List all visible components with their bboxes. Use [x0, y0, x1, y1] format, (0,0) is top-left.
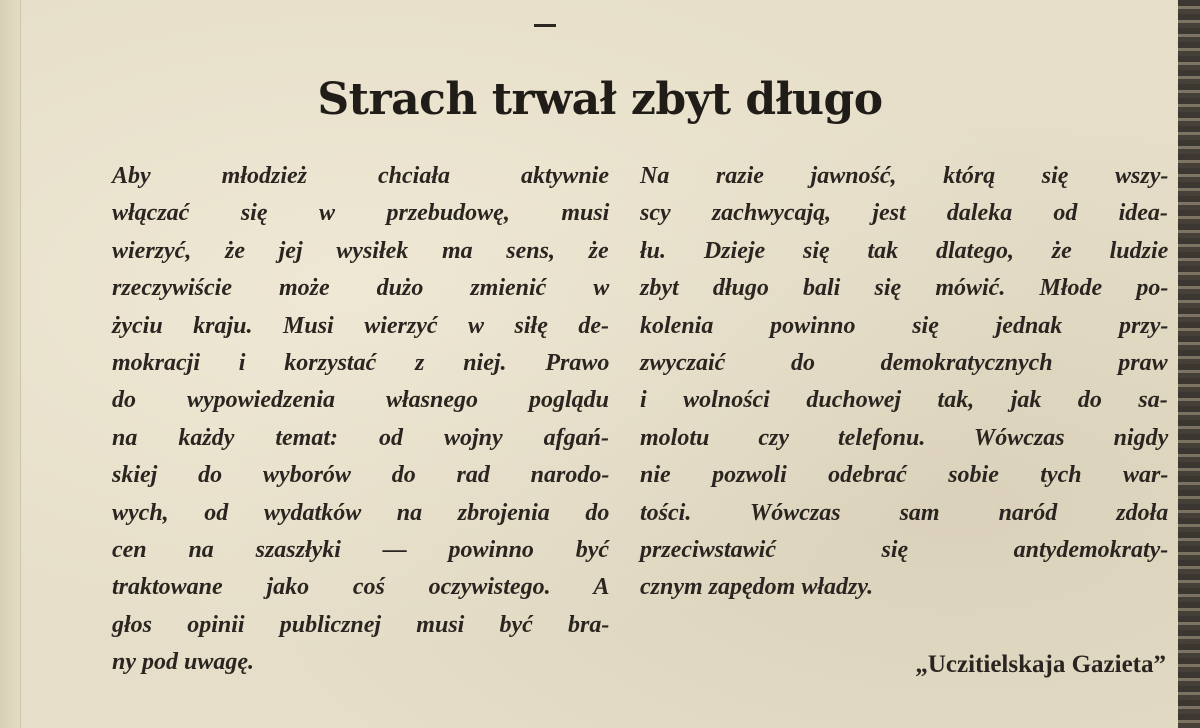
top-dash-mark: [534, 24, 556, 27]
text-line: głos opinii publicznej musi być bra-: [112, 611, 610, 638]
text-line: molotu czy telefonu. Wówczas nigdy: [640, 424, 1169, 451]
text-line: wych, od wydatków na zbrojenia do: [112, 499, 610, 526]
text-line: traktowane jako coś oczywistego. A: [112, 574, 610, 601]
text-line: cen na szaszłyki — powinno być: [112, 536, 610, 563]
text-line: przeciwstawić się antydemokraty-: [640, 536, 1169, 563]
text-line: rzeczywiście może dużo zmienić w: [112, 275, 610, 302]
article-right-column: [640, 158, 1168, 607]
text-line: i wolności duchowej tak, jak do sa-: [640, 387, 1168, 414]
text-line: do wypowiedzenia własnego poglądu: [112, 387, 610, 414]
text-line: Aby młodzież chciała aktywnie: [112, 163, 609, 189]
text-line: skiej do wyborów do rad narodo-: [112, 462, 610, 489]
text-line: na każdy temat: od wojny afgań-: [112, 424, 609, 451]
text-line: nie pozwoli odebrać sobie tych war-: [640, 462, 1169, 489]
text-line: scy zachwycają, jest daleka od idea-: [640, 200, 1168, 227]
text-line: życiu kraju. Musi wierzyć w siłę de-: [112, 312, 610, 339]
text-line: tości. Wówczas sam naród zdoła: [640, 499, 1169, 526]
article-left-column: [112, 158, 609, 681]
text-line: wierzyć, że jej wysiłek ma sens, że: [112, 237, 609, 264]
article-title: Strach trwał zbyt długo: [317, 74, 883, 125]
text-line: kolenia powinno się jednak przy-: [640, 312, 1169, 339]
text-line-last: cznym zapędom władzy.: [640, 574, 874, 601]
text-line: łu. Dzieje się tak dlatego, że ludzie: [640, 237, 1169, 264]
text-line: włączać się w przebudowę, musi: [112, 200, 610, 227]
text-line: mokracji i korzystać z niej. Prawo: [112, 349, 610, 376]
text-line: zbyt długo bali się mówić. Młode po-: [640, 275, 1169, 302]
text-line: zwyczaić do demokratycznych praw: [640, 349, 1168, 376]
article-source: „Uczitielskaja Gazieta”: [915, 651, 1166, 678]
text-line: Na razie jawność, którą się wszy-: [640, 163, 1169, 189]
text-line-last: ny pod uwagę.: [112, 649, 255, 676]
